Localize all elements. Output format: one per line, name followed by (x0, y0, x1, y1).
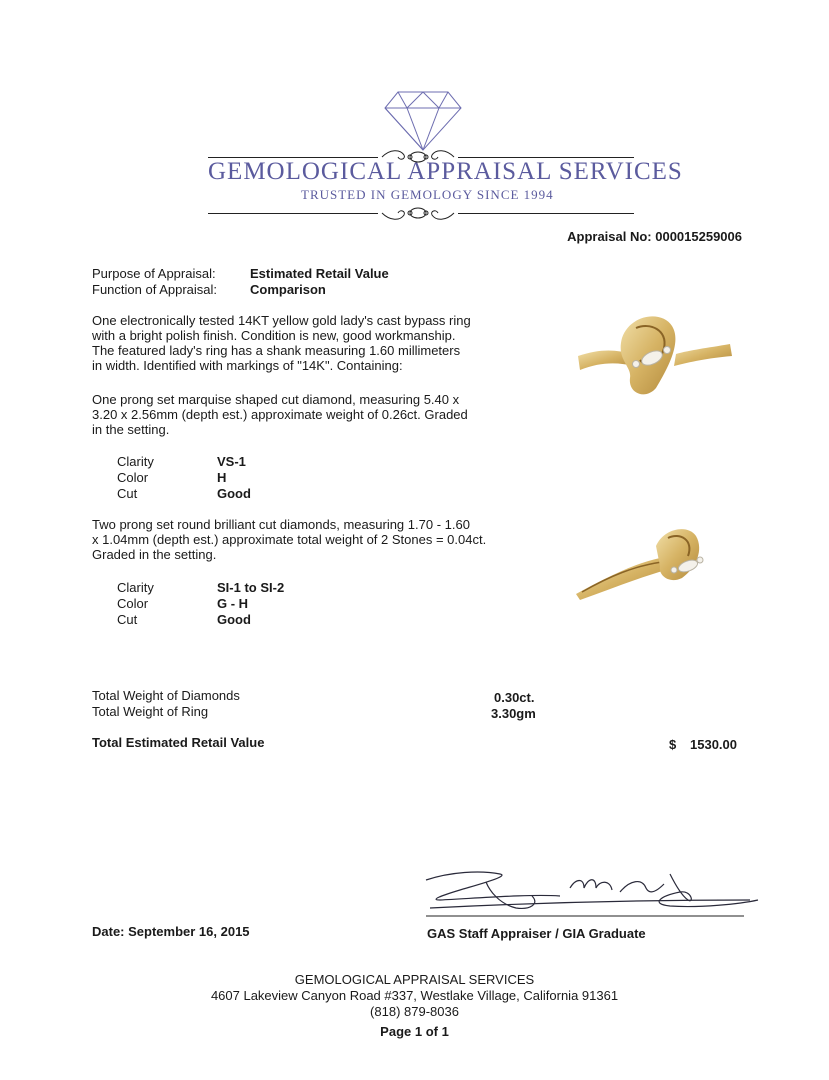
stone2-clarity-label: Clarity (117, 580, 154, 595)
stone1-color-label: Color (117, 470, 149, 485)
stone1-description: One prong set marquise shaped cut diamond, measuring 5.40 x 3.20 x 2.56mm (depth est.) approximate weight of 0.26ct. Graded in the setting. (92, 392, 468, 437)
stone1-clarity-value: VS-1 (217, 454, 246, 469)
function-value: Comparison (250, 282, 326, 297)
function-label: Function of Appraisal: (92, 282, 218, 297)
company-name: GEMOLOGICAL APPRAISAL SERVICES (208, 158, 683, 185)
scroll-ornament-icon (380, 203, 456, 223)
ring-photo-side-view (572, 522, 732, 604)
currency-symbol: $ (669, 737, 677, 752)
appraisal-number: Appraisal No: 000015259006 (567, 229, 742, 244)
stone2-cut-label: Cut (117, 612, 138, 627)
total-retail-label: Total Estimated Retail Value (92, 735, 265, 750)
footer-address: 4607 Lakeview Canyon Road #337, Westlake Village, California 91361 (210, 988, 619, 1003)
purpose-label: Purpose of Appraisal: (92, 266, 216, 281)
stone2-clarity-value: SI-1 to SI-2 (217, 580, 285, 595)
stone1-clarity-label: Clarity (117, 454, 154, 469)
purpose-value: Estimated Retail Value (250, 266, 389, 281)
total-diamonds-value: 0.30ct. (494, 690, 535, 705)
stone2-description: Two prong set round brilliant cut diamonds, measuring 1.70 - 1.60 x 1.04mm (depth est.) approximate total weight of 2 Stones = 0.04ct. Graded in the setting. (92, 517, 487, 562)
footer-company: GEMOLOGICAL APPRAISAL SERVICES (294, 972, 535, 987)
stone2-color-value: G - H (217, 596, 249, 611)
page-number: Page 1 of 1 (380, 1024, 449, 1039)
stone1-color-value: H (217, 470, 227, 485)
stone1-cut-label: Cut (117, 486, 138, 501)
diamond-icon (383, 90, 463, 152)
total-ring-value: 3.30gm (491, 706, 536, 721)
stone1-cut-value: Good (217, 486, 251, 501)
total-diamonds-label: Total Weight of Diamonds (92, 688, 240, 703)
total-ring-label: Total Weight of Ring (92, 704, 209, 719)
appraisal-date: Date: September 16, 2015 (92, 924, 250, 939)
footer-phone: (818) 879-8036 (370, 1004, 459, 1019)
appraiser-signature (420, 860, 765, 922)
total-retail-value: 1530.00 (690, 737, 737, 752)
company-tagline: TRUSTED IN GEMOLOGY SINCE 1994 (301, 187, 554, 202)
ring-description: One electronically tested 14KT yellow gold lady's cast bypass ring with a bright polish finish. Condition is new, good workmanship. The featured lady's ring has a shank measuring 1.60 millimeters in width. Identified with markings of "14K". Containing: (92, 313, 471, 373)
ring-photo-top-view (572, 308, 737, 408)
stone2-color-label: Color (117, 596, 149, 611)
appraiser-title: GAS Staff Appraiser / GIA Graduate (427, 926, 646, 941)
stone2-cut-value: Good (217, 612, 251, 627)
